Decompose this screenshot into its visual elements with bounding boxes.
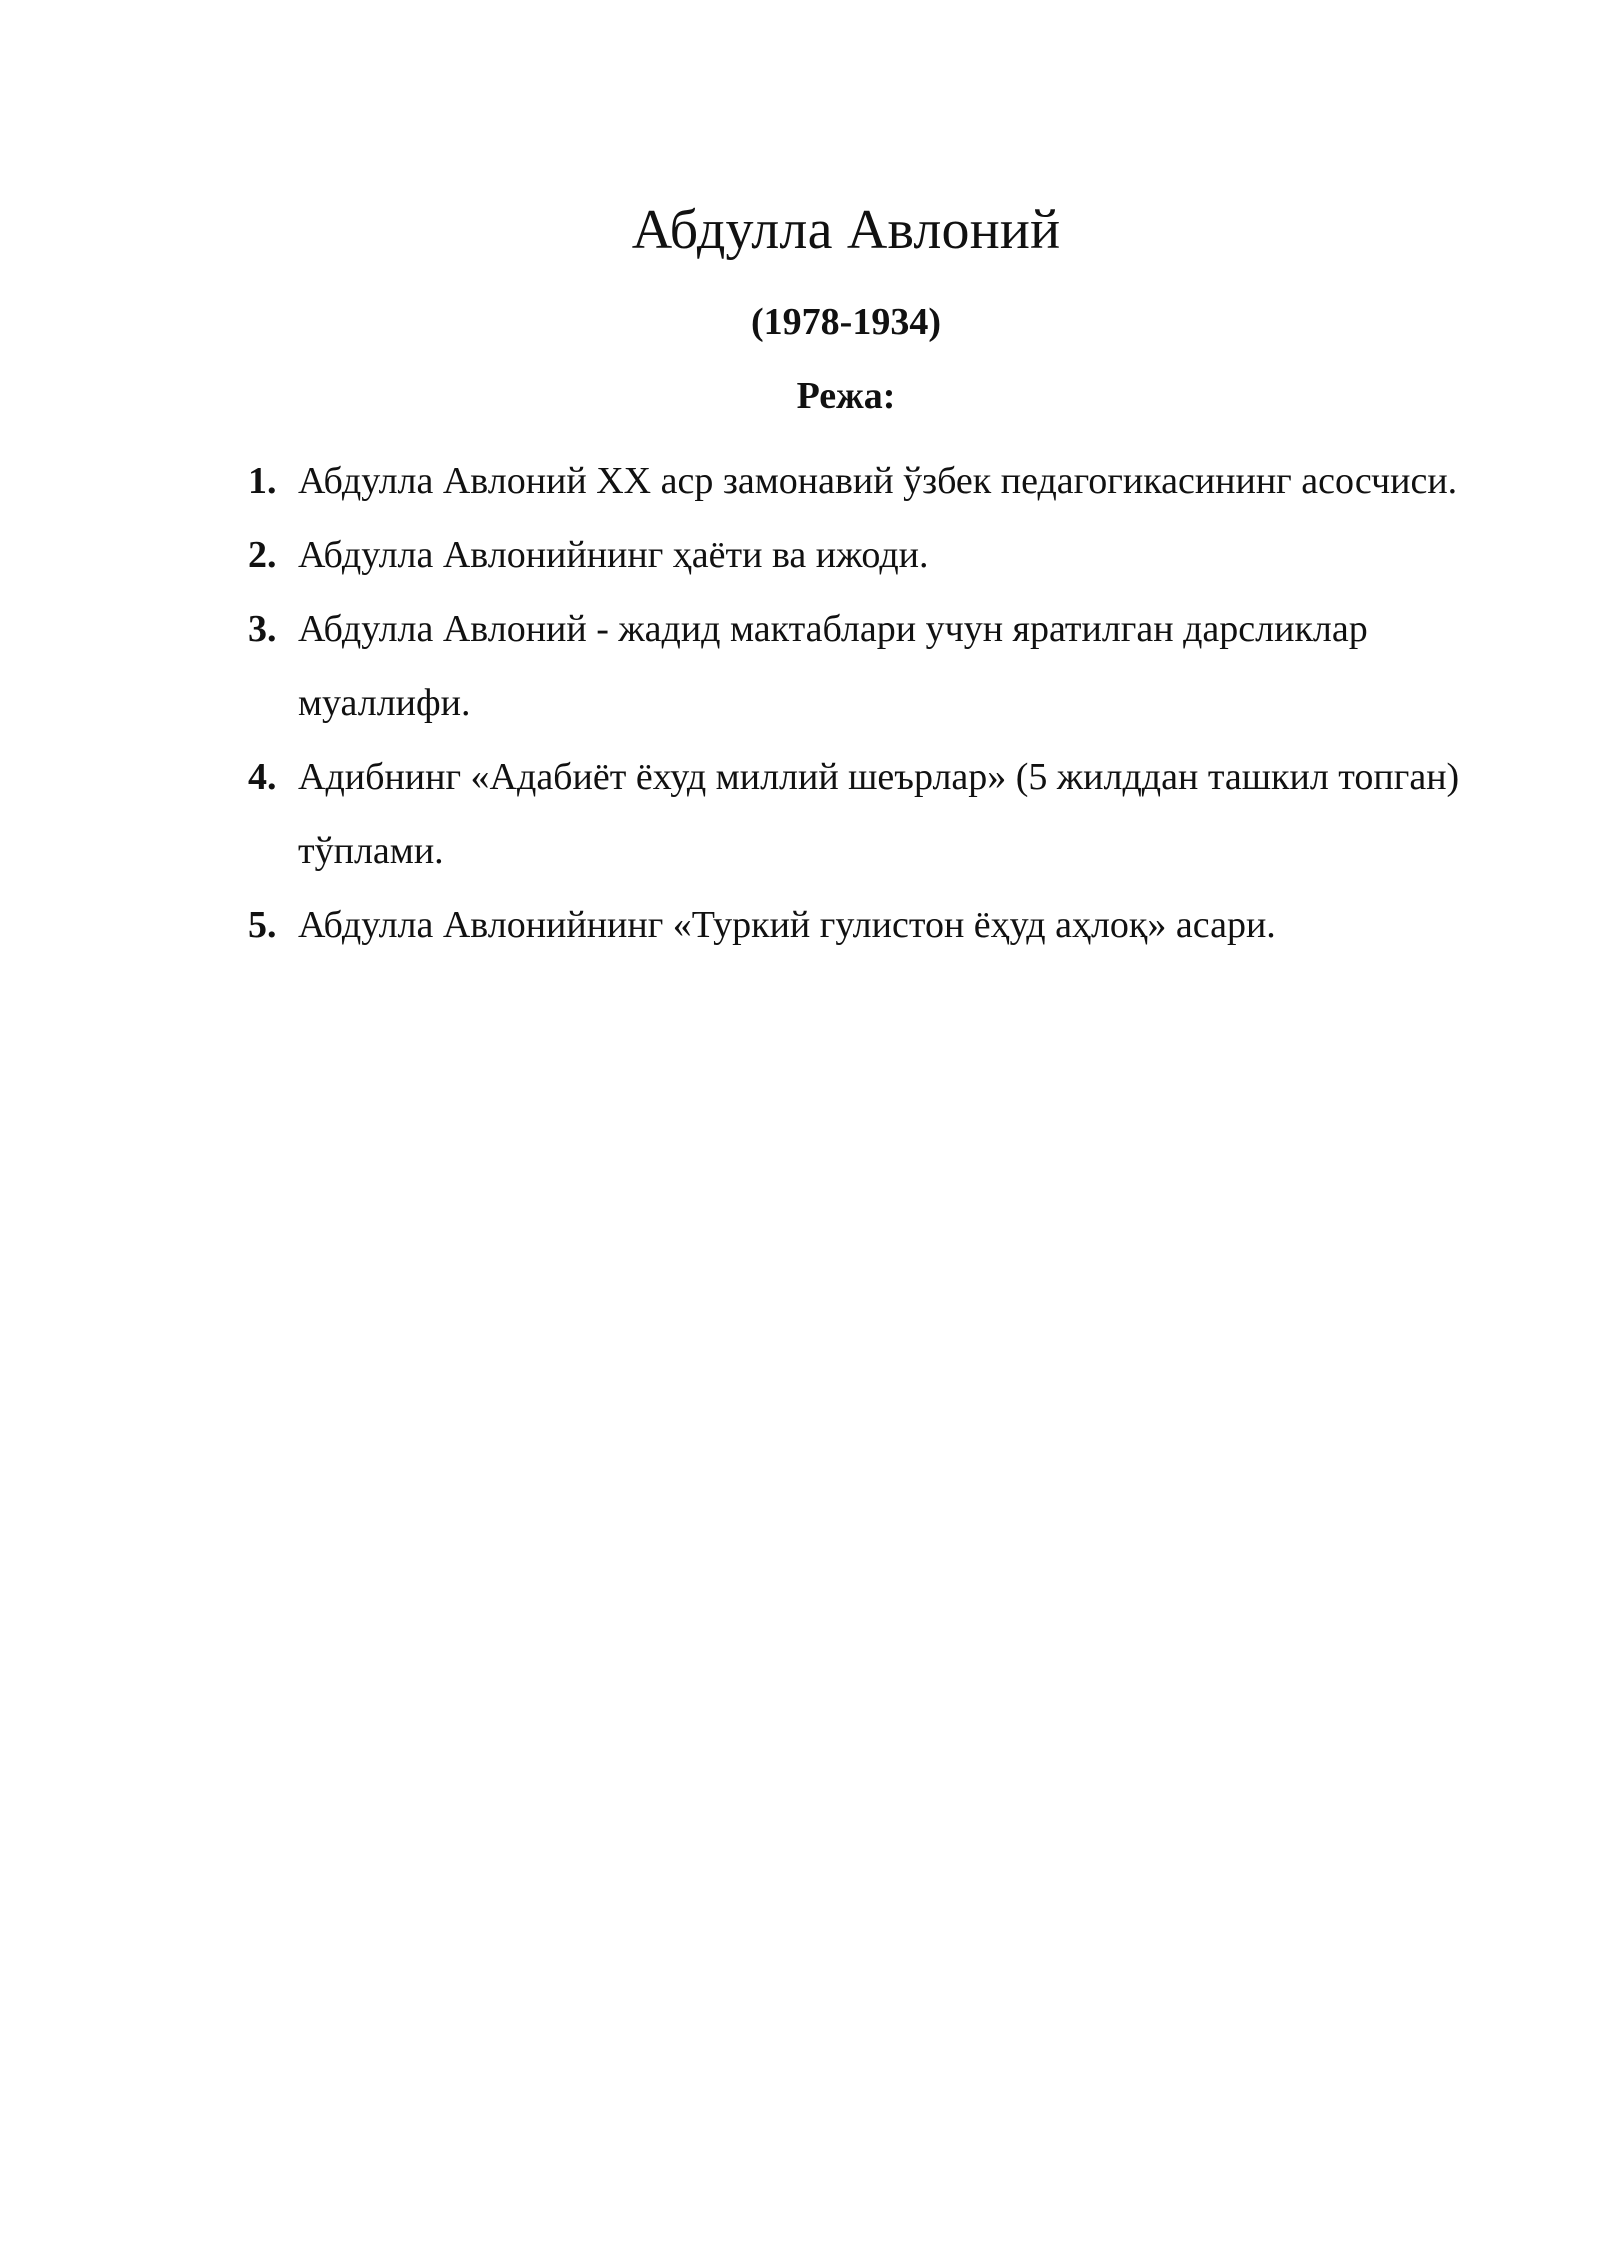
plan-item-number: 2. [248, 534, 277, 576]
plan-item-number: 4. [248, 756, 277, 798]
plan-item-3 [248, 592, 1548, 740]
plan-heading: Режа: [796, 375, 896, 417]
plan-item-number: 3. [248, 608, 277, 650]
plan-item-number: 5. [248, 904, 277, 946]
plan-item-text: Абдулла Авлоний - жадид мактаблари учун яратилган дарсликлар муаллифи. [298, 608, 1368, 724]
life-years: (1978-1934) [751, 301, 941, 343]
plan-item-number: 1. [248, 460, 277, 502]
plan-item-text: Абдулла Авлоний XX аср замонавий ўзбек педагогикасининг асосчиси. [298, 460, 1458, 502]
plan-list [248, 444, 1548, 962]
plan-item-text: Абдулла Авлонийнинг «Туркий гулистон ёҳуд аҳлоқ» асари. [298, 904, 1276, 946]
document-title: Абдулла Авлоний [631, 199, 1061, 261]
plan-item-text: Адибнинг «Адабиёт ёхуд миллий шеърлар» (5 жилддан ташкил топган) тўплами. [298, 756, 1460, 872]
plan-item-5 [248, 888, 1548, 962]
plan-item-text: Абдулла Авлонийнинг ҳаёти ва ижоди. [298, 534, 929, 576]
plan-item-2 [248, 518, 1548, 592]
plan-item-1 [248, 444, 1548, 518]
plan-item-4 [248, 740, 1548, 888]
